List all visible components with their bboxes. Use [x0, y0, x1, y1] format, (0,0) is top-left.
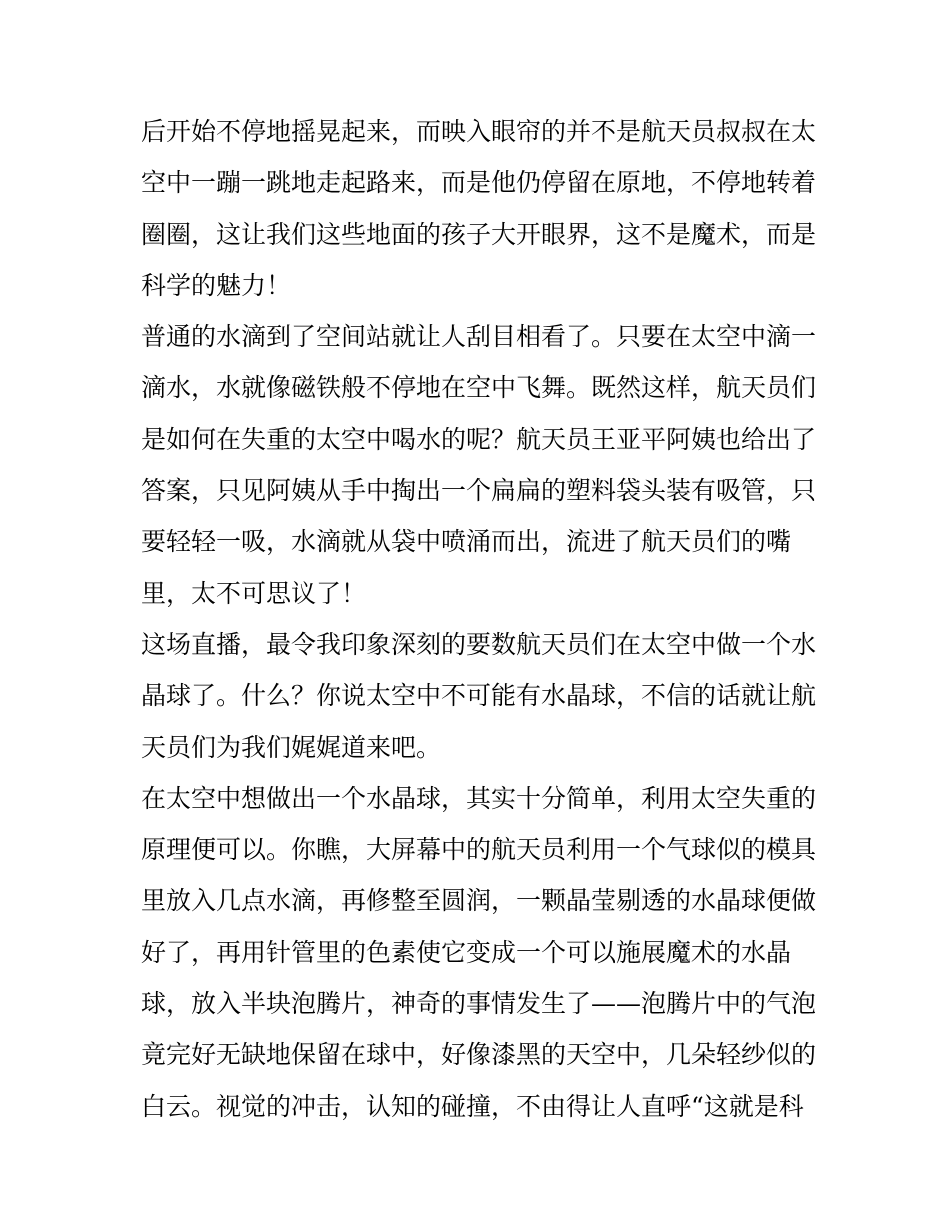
text-line: 这场直播，最令我印象深刻的要数航天员们在太空中做一个水: [141, 629, 817, 659]
text-line: 科学的魅力！: [141, 270, 292, 300]
text-line: 里放入几点水滴，再修整至圆润，一颗晶莹剔透的水晶球便做: [141, 886, 817, 916]
text-line: 答案，只见阿姨从手中掏出一个扁扁的塑料袋头装有吸管，只: [141, 476, 817, 506]
text-line: 白云。视觉的冲击，认知的碰撞，不由得让人直呼“这就是科: [141, 1091, 804, 1121]
text-line: 圈圈，这让我们这些地面的孩子大开眼界，这不是魔术，而是: [141, 219, 817, 249]
document-body: [141, 106, 821, 1132]
text-line: 球，放入半块泡腾片，神奇的事情发生了——泡腾片中的气泡: [141, 989, 817, 1019]
text-line: 好了，再用针管里的色素使它变成一个可以施展魔术的水晶: [141, 937, 792, 967]
text-line: 晶球了。什么？你说太空中不可能有水晶球，不信的话就让航: [141, 681, 817, 711]
text-line: 要轻轻一吸，水滴就从袋中喷涌而出，流进了航天员们的嘴: [141, 527, 792, 557]
text-line: 天员们为我们娓娓道来吧。: [141, 732, 442, 762]
text-line: 后开始不停地摇晃起来，而映入眼帘的并不是航天员叔叔在太: [141, 117, 817, 146]
text-line: 空中一蹦一跳地走起路来，而是他仍停留在原地，不停地转着: [141, 168, 817, 198]
text-line: 是如何在失重的太空中喝水的呢？航天员王亚平阿姨也给出了: [141, 424, 817, 454]
text-line: 里，太不可思议了！: [141, 578, 367, 608]
text-line: 在太空中想做出一个水晶球，其实十分简单，利用太空失重的: [141, 783, 817, 813]
text-line: 普通的水滴到了空间站就让人刮目相看了。只要在太空中滴一: [141, 322, 817, 352]
text-line: 原理便可以。你瞧，大屏幕中的航天员利用一个气球似的模具: [141, 835, 817, 865]
text-line: 竟完好无缺地保留在球中，好像漆黑的天空中，几朵轻纱似的: [141, 1040, 817, 1070]
text-line: 滴水，水就像磁铁般不停地在空中飞舞。既然这样，航天员们: [141, 373, 817, 403]
